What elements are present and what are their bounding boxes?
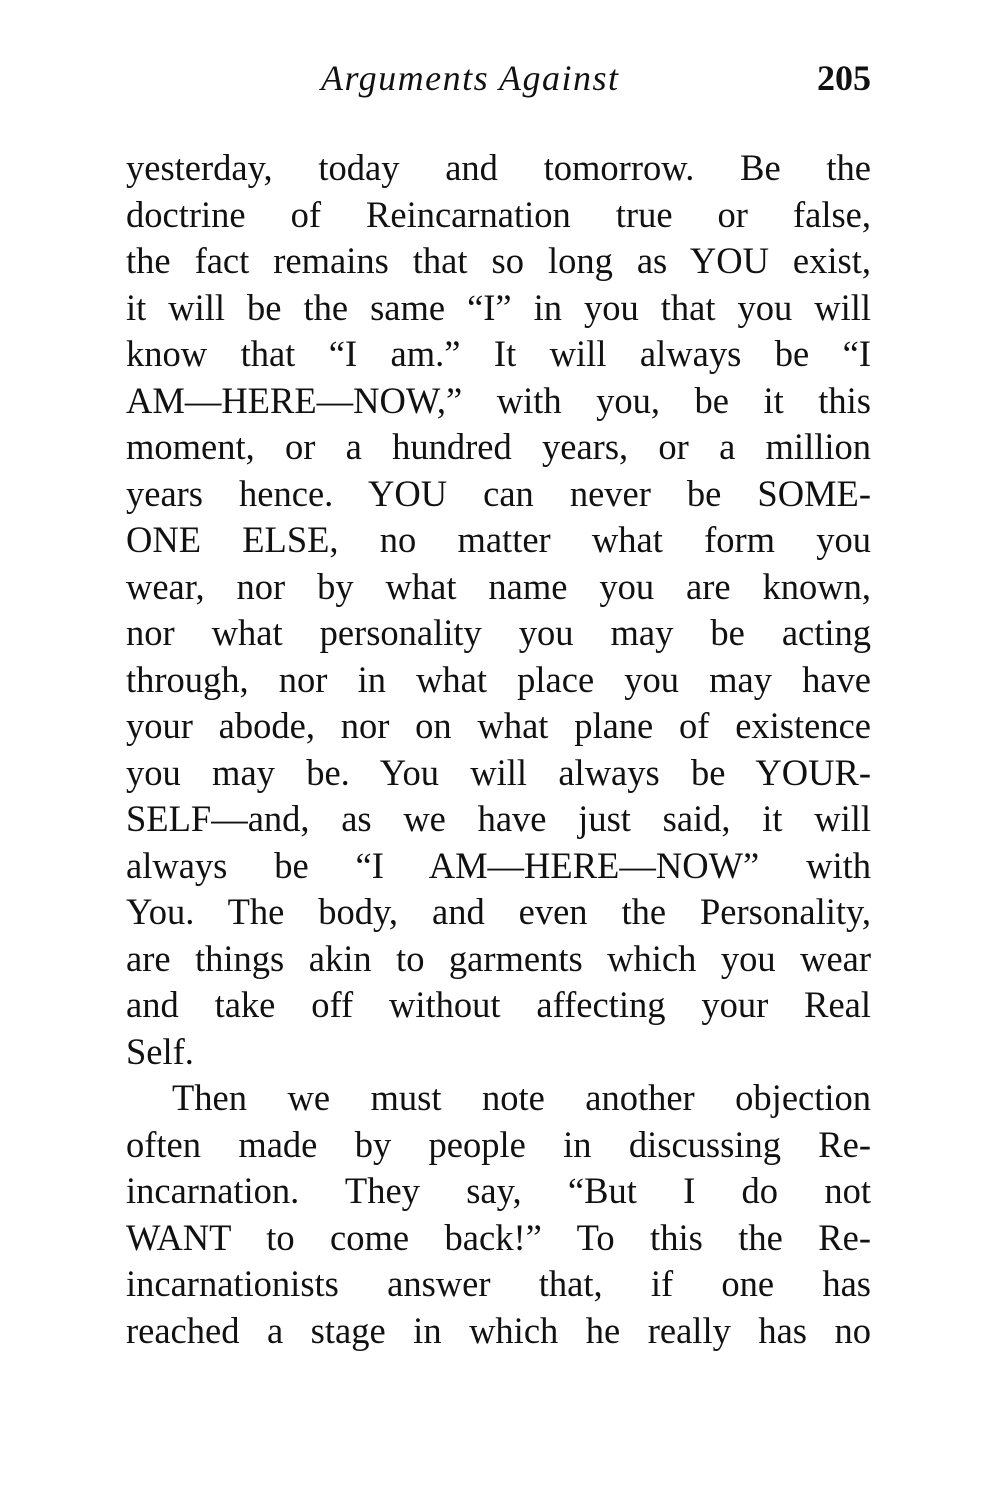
text-line: moment, or a hundred years, or a million (126, 426, 871, 467)
text-line: years hence. YOU can never be SOME- (126, 472, 871, 514)
text-line: always be “I AM—HERE—NOW” with (126, 844, 871, 886)
text-line: often made by people in discussing Re- (126, 1123, 871, 1165)
text-line: ONE ELSE, no matter what form you (126, 519, 871, 560)
running-title: Arguments Against (321, 58, 620, 98)
paragraph-2 (126, 1075, 871, 1354)
text-line: incarnation. They say, “But I do not (126, 1170, 871, 1211)
text-line: wear, nor by what name you are known, (126, 565, 871, 607)
text-line: AM—HERE—NOW,” with you, be it this (126, 379, 871, 421)
text-line: the fact remains that so long as YOU exist, (126, 240, 871, 281)
text-line: you may be. You will always be YOUR- (126, 751, 871, 793)
page-number: 205 (817, 58, 871, 98)
text-line: SELF—and, as we have just said, it will (126, 798, 871, 839)
text-line: reached a stage in which he really has no (126, 1309, 871, 1351)
paragraph-1 (126, 145, 871, 1075)
text-line: your abode, nor on what plane of existence (126, 705, 871, 746)
text-line: You. The body, and even the Personality, (126, 891, 871, 932)
text-line: doctrine of Reincarnation true or false, (126, 193, 871, 235)
text-line: Self. (126, 1030, 194, 1072)
text-line: nor what personality you may be acting (126, 612, 871, 653)
text-line: are things akin to garments which you wear (126, 937, 871, 979)
text-line: through, nor in what place you may have (126, 658, 871, 700)
running-head (126, 52, 871, 104)
body-text (126, 145, 871, 1354)
text-line: Then we must note another objection (172, 1077, 871, 1118)
text-line: know that “I am.” It will always be “I (126, 333, 871, 374)
text-line: and take off without affecting your Real (126, 984, 871, 1025)
text-line: yesterday, today and tomorrow. Be the (126, 147, 871, 188)
text-line: it will be the same “I” in you that you will (126, 286, 871, 328)
text-line: incarnationists answer that, if one has (126, 1263, 871, 1304)
text-line: WANT to come back!” To this the Re- (126, 1216, 871, 1258)
